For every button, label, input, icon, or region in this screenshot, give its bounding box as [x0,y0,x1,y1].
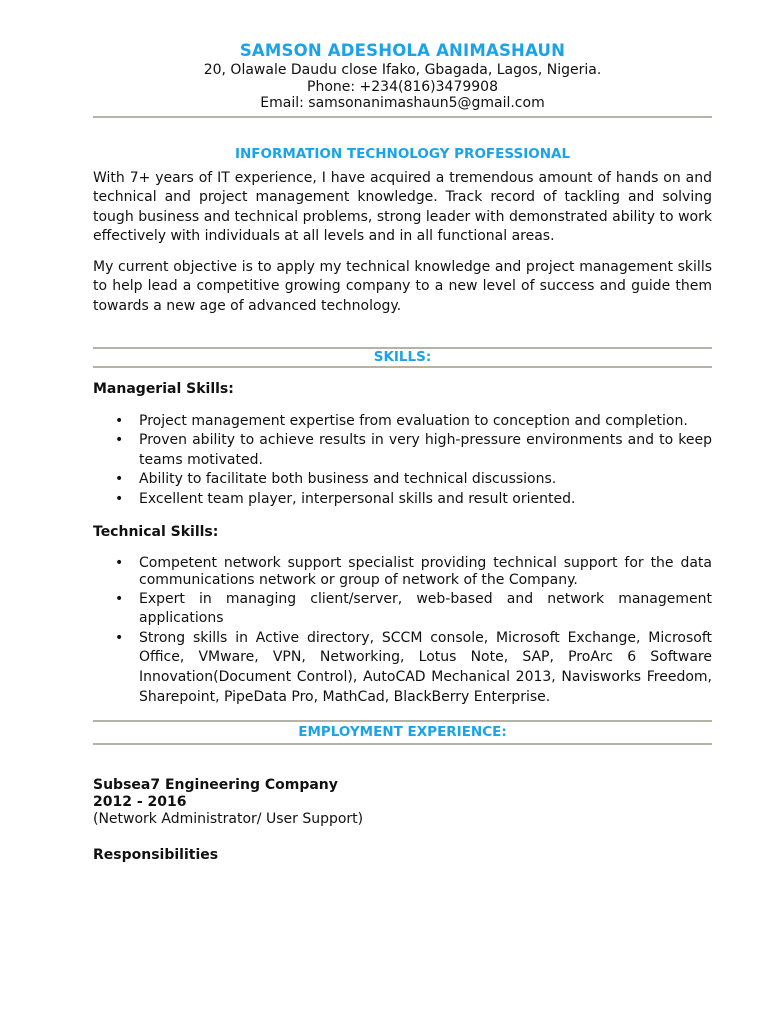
professional-title: INFORMATION TECHNOLOGY PROFESSIONAL [234,145,571,162]
managerial-skills-list [93,412,712,510]
employment-bottom-divider [93,743,712,745]
responsibilities-title: Responsibilities [93,847,219,864]
employment-period: 2012 - 2016 [93,794,187,811]
list-item: • Expert in managing client/server, web-based and network management applications [115,590,712,627]
technical-skills-list [93,555,712,708]
address: 20, Olawale Daudu close Ifako, Gbagada, Lagos, Nigeria. [203,62,602,78]
employment-heading: EMPLOYMENT EXPERIENCE: [298,724,507,741]
resume-page [93,40,712,864]
bullet-icon: • [115,491,124,508]
skills-heading: SKILLS: [373,348,432,365]
list-item: • Competent network support specialist providing technical support for the data communications network or group of network of the Company. [115,554,712,589]
managerial-skills-title: Managerial Skills: [93,380,234,397]
list-item: • Proven ability to achieve results in very high-pressure environments and to keep teams motivated. [115,432,712,468]
summary-paragraph-2: My current objective is to apply my technical knowledge and project management skills to help lead a competitive growing company to a new level of success and guide them towards a new age of advanced technology. [93,258,712,315]
bullet-icon: • [115,471,124,488]
technical-skills-title: Technical Skills: [93,523,219,540]
list-item: • Project management expertise from evaluation to conception and completion. [93,412,712,432]
bullet-icon: • [115,590,124,607]
candidate-name: SAMSON ADESHOLA ANIMASHAUN [239,41,566,60]
summary-paragraph-1: With 7+ years of IT experience, I have acquired a tremendous amount of hands on and technical and project management knowledge. Track record of tackling and solving tough business and technical problems, strong leader with demonstrated ability to work effectively with individuals at all levels and in all functional areas. [93,169,712,245]
job-role: (Network Administrator/ User Support) [93,811,364,828]
email: Email: samsonanimashaun5@gmail.com [260,95,545,111]
bullet-icon: • [115,432,124,449]
bullet-icon: • [115,554,124,571]
company-name: Subsea7 Engineering Company [93,777,338,794]
skills-bottom-divider [93,366,712,368]
list-item: • Ability to facilitate both business and technical discussions. [93,470,712,490]
bullet-icon: • [115,412,124,429]
header-divider [93,116,712,118]
phone: Phone: +234(816)3479908 [307,78,498,95]
bullet-icon: • [115,629,124,646]
list-item: • Excellent team player, interpersonal skills and result oriented. [93,490,712,510]
list-item: • Strong skills in Active directory, SCCM console, Microsoft Exchange, Microsoft Office, VMware, VPN, Networking, Lotus Note, SAP, ProArc 6 Software Innovation(Document Control), AutoCAD Mechanical 2013, Navisworks Freedom, Sharepoint, PipeData Pro, MathCad, BlackBerry Enterprise. [115,629,712,705]
